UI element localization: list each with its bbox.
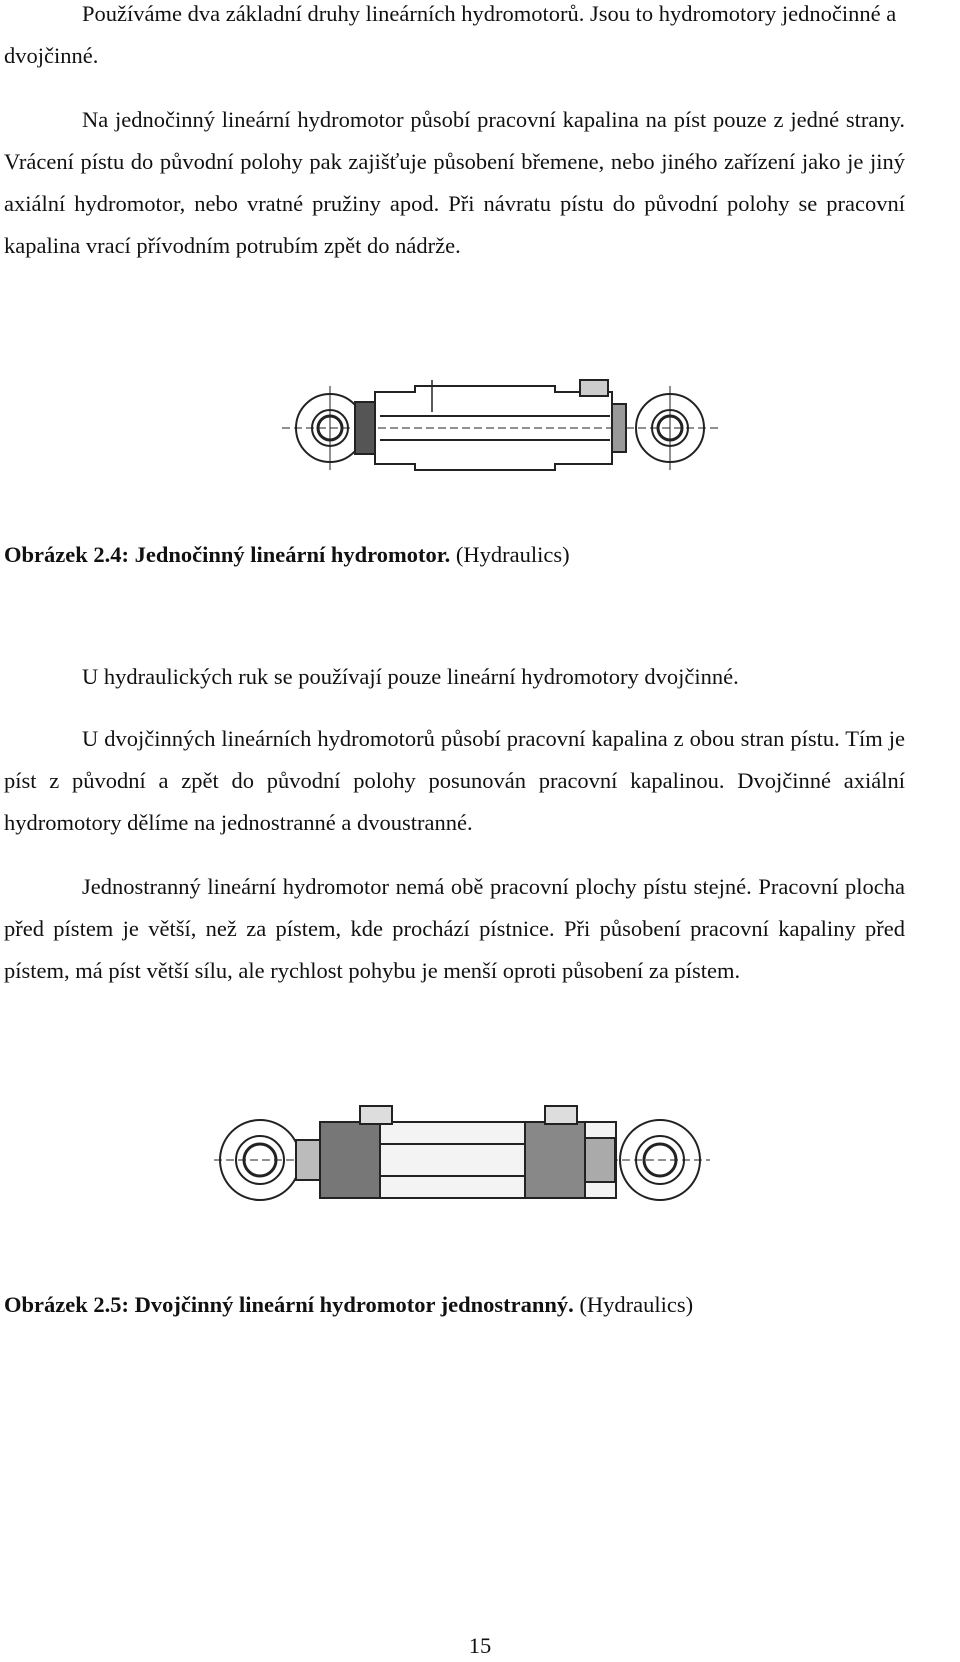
double-acting-cylinder-drawing bbox=[0, 1100, 960, 1212]
page-number: 15 bbox=[468, 1633, 492, 1658]
figure-1-caption bbox=[4, 540, 570, 570]
figure-2-caption-title: Obrázek 2.5: Dvojčinný lineární hydromotor jednostranný. bbox=[4, 1292, 574, 1317]
paragraph-drive-types: Používáme dva základní druhy lineárních hydromotorů. Jsou to hydromotory jednočinné a dvojčinné. bbox=[4, 1, 897, 68]
figure-2-caption-source: (Hydraulics) bbox=[573, 1292, 694, 1317]
figure-1-caption-title: Obrázek 2.4: Jednočinný lineární hydromotor. bbox=[4, 542, 451, 567]
paragraph-hydraulic-arms: U hydraulických ruk se používají pouze lineární hydromotory dvojčinné. bbox=[82, 664, 739, 689]
figure-single-acting-cylinder bbox=[0, 372, 960, 484]
paragraph-one-sided: Jednostranný lineární hydromotor nemá obě pracovní plochy pístu stejné. Pracovní plocha před pístem je větší, než za pístem, kde prochází pístnice. Při působení pracovní kapaliny před pístem, má píst větší sílu, ale rychlost pohybu je menší oproti působení za pístem. bbox=[4, 874, 905, 983]
paragraph-single-acting: Na jednočinný lineární hydromotor působí pracovní kapalina na píst pouze z jedné strany. Vrácení pístu do původní polohy pak zajišťuje působení břemene, nebo jiného zařízení jako je jiný axiální hydromotor, nebo vratné pružiny apod. Při návratu pístu do původní polohy se pracovní kapalina vrací přívodním potrubím zpět do nádrže. bbox=[4, 107, 905, 258]
figure-1-caption-source: (Hydraulics) bbox=[450, 542, 570, 567]
paragraph-double-acting: U dvojčinných lineárních hydromotorů působí pracovní kapalina z obou stran pístu. Tím je píst z původní a zpět do původní polohy posunován pracovní kapalinou. Dvojčinné axiální hydromotory dělíme na jednostranné a dvoustranné. bbox=[4, 726, 905, 835]
text-block-top bbox=[4, 0, 905, 267]
figure-2-caption bbox=[4, 1290, 693, 1320]
text-block-middle bbox=[4, 656, 905, 992]
single-acting-cylinder-drawing bbox=[0, 372, 960, 484]
figure-double-acting-cylinder bbox=[0, 1100, 960, 1212]
